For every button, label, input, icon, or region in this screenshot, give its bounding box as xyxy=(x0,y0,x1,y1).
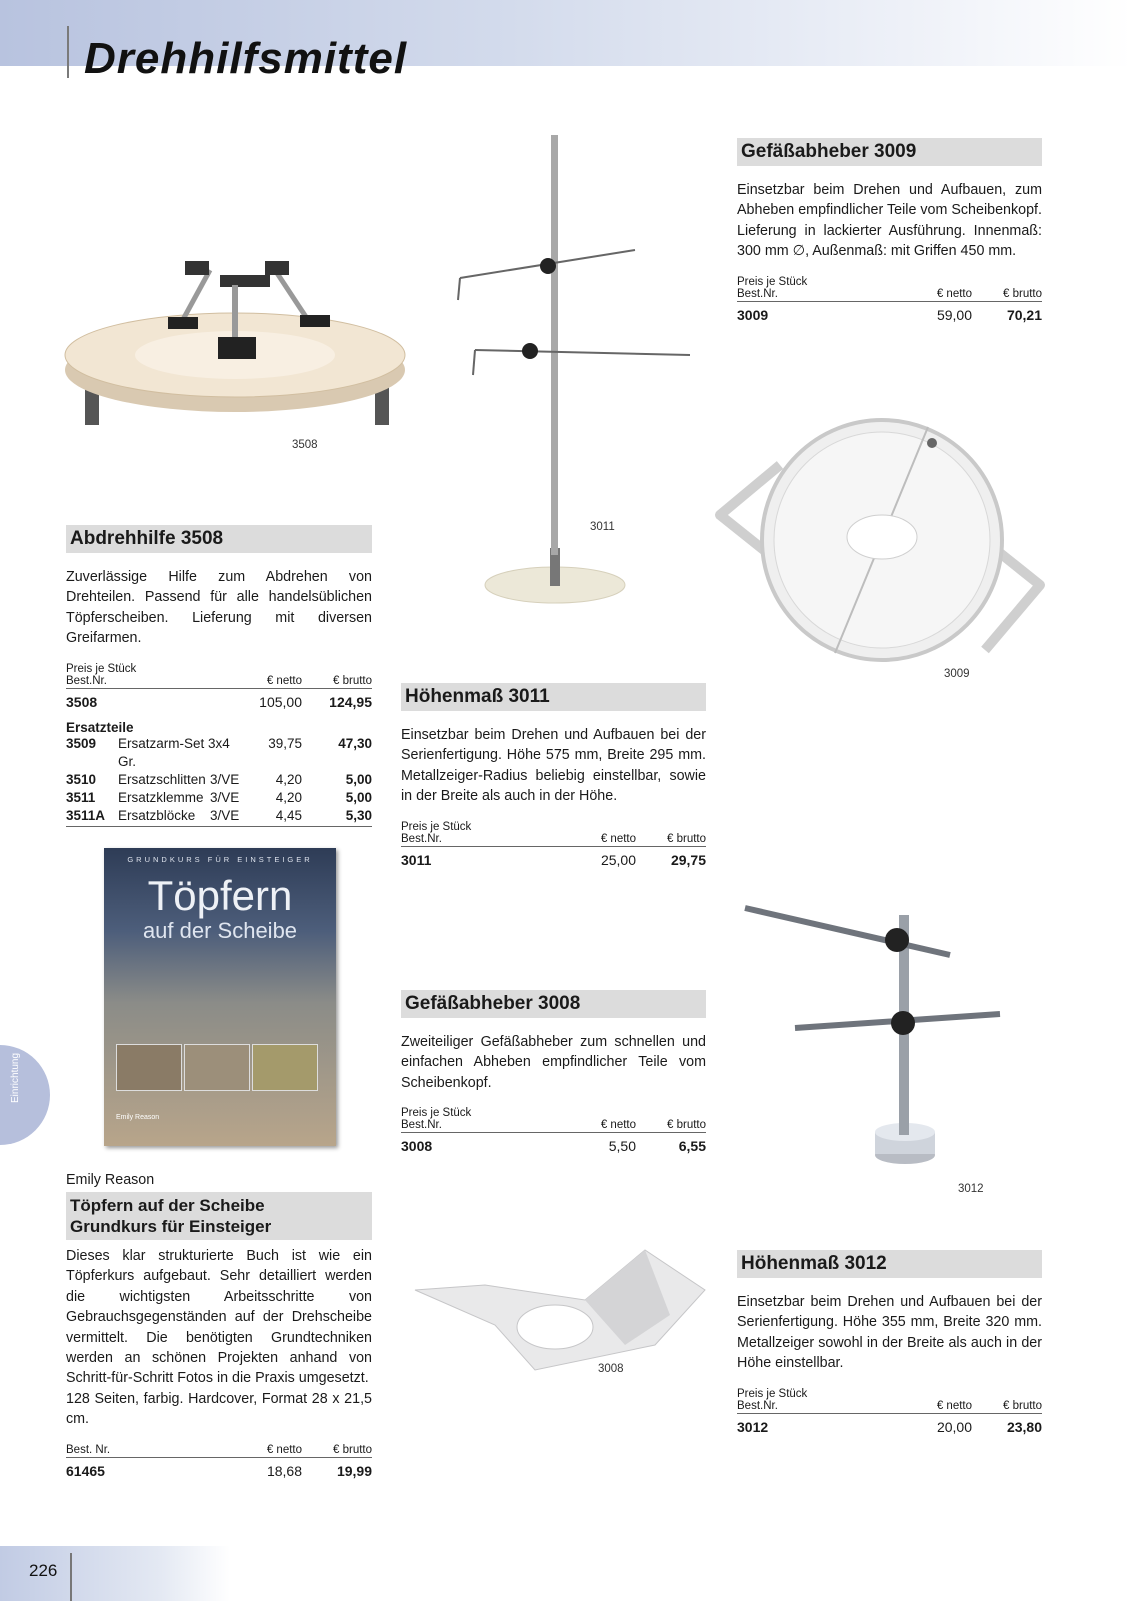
abdrehhilfe-image xyxy=(60,255,420,440)
price-netto: 105,00 xyxy=(259,693,302,710)
netto-label: € netto xyxy=(936,1399,972,1412)
price-row xyxy=(66,694,372,710)
book-cover-photo xyxy=(184,1044,250,1091)
price-label: Preis je Stück xyxy=(66,662,137,675)
price-brutto: 6,55 xyxy=(678,1138,706,1155)
gefaessabheber-3009-description: Einsetzbar beim Drehen und Aufbauen, zum Abheben empfindlicher Teile vom Scheibenkopf. Lieferung in lackierter Ausführung. Innenmaß: 300 mm ∅, Außenmaß: mit Griffen 450 mm. xyxy=(737,182,1042,260)
price-netto: 25,00 xyxy=(600,851,636,868)
netto-label: € netto xyxy=(600,832,636,845)
ersatzteil-brutto: 5,30 xyxy=(345,807,372,823)
bestnr-label: Best. Nr. xyxy=(66,1443,111,1456)
price-row xyxy=(737,307,1042,323)
image-caption: 3011 xyxy=(590,521,615,533)
ersatzteil-netto: 39,75 xyxy=(268,735,302,751)
brutto-label: € brutto xyxy=(1003,287,1042,300)
hoehenmass-3011-description: Einsetzbar beim Drehen und Aufbauen bei der Serienfertigung. Höhe 575 mm, Breite 295 mm. Metallzeiger-Radius beliebig einstellbar, sowie in der Breite als auch in der Höhe. xyxy=(401,727,706,805)
price-header-row xyxy=(66,675,372,689)
image-caption: 3008 xyxy=(598,1363,624,1375)
book-title-line1: Töpfern auf der Scheibe xyxy=(70,1196,265,1215)
ersatzteil-nr: 3509 xyxy=(66,735,97,751)
ersatzteil-brutto: 5,00 xyxy=(345,771,372,787)
gefaessabheber-3008-section xyxy=(401,990,706,1154)
gefaessabheber-3009-heading: Gefäßabheber 3009 xyxy=(737,138,1042,166)
price-header-row xyxy=(401,833,706,847)
ersatzteil-brutto: 47,30 xyxy=(338,735,372,751)
ersatzteil-unit: 3/VE xyxy=(210,789,240,805)
book-cover-author: Emily Reason xyxy=(116,1114,160,1121)
book-cover-series: GRUNDKURS FÜR EINSTEIGER xyxy=(127,855,313,864)
brutto-label: € brutto xyxy=(333,1443,372,1456)
ersatzteil-name: Ersatzklemme xyxy=(118,789,204,805)
book-cover-title: Töpfern xyxy=(147,872,293,919)
price-label: Preis je Stück xyxy=(401,1107,472,1120)
book-cover xyxy=(104,848,336,1146)
price-netto: 20,00 xyxy=(936,1418,972,1435)
gefaessabheber-3008-heading: Gefäßabheber 3008 xyxy=(401,990,706,1018)
abdrehhilfe-section xyxy=(66,525,372,827)
price-brutto: 29,75 xyxy=(670,851,706,868)
gefaessabheber-3008-description: Zweiteiliger Gefäßabheber zum schnellen und einfachen Abheben empfindlicher Teile vom Scheibenkopf. xyxy=(401,1034,706,1091)
hoehenmass-3011-section xyxy=(401,683,706,868)
brutto-label: € brutto xyxy=(333,674,372,687)
hoehenmass-3011-image xyxy=(440,130,710,620)
ersatzteile-heading: Ersatzteile xyxy=(66,719,134,735)
book-cover-photo xyxy=(252,1044,318,1091)
bestnr-label: Best.Nr. xyxy=(737,287,778,300)
brutto-label: € brutto xyxy=(667,1119,706,1132)
abdrehhilfe-heading: Abdrehhilfe 3508 xyxy=(66,525,372,553)
article-number: 3011 xyxy=(401,851,432,868)
book-heading xyxy=(66,1192,372,1240)
hoehenmass-3012-heading: Höhenmaß 3012 xyxy=(737,1250,1042,1278)
book-cover-subtitle: auf der Scheibe xyxy=(142,918,298,943)
bestnr-label: Best.Nr. xyxy=(737,1399,778,1412)
ersatzteil-netto: 4,45 xyxy=(275,807,302,823)
side-tab[interactable] xyxy=(0,1045,50,1145)
book-description-format: 128 Seiten, farbig. Hardcover, Format 28 x 21,5 cm. xyxy=(66,1390,372,1428)
gefaessabheber-3008-image xyxy=(405,1245,715,1405)
hoehenmass-3011-heading: Höhenmaß 3011 xyxy=(401,683,706,711)
price-brutto: 124,95 xyxy=(329,693,372,710)
article-number: 3008 xyxy=(401,1138,433,1155)
ersatzteil-name: Ersatzblöcke xyxy=(118,807,196,823)
image-caption: 3009 xyxy=(944,668,970,680)
price-label: Preis je Stück xyxy=(737,275,808,288)
price-brutto: 19,99 xyxy=(336,1462,372,1479)
bestnr-label: Best.Nr. xyxy=(401,832,442,845)
price-netto: 59,00 xyxy=(936,306,972,323)
ersatzteil-nr: 3511 xyxy=(66,789,96,805)
hoehenmass-3012-image xyxy=(735,880,1035,1180)
gefaessabheber-3009-image xyxy=(710,415,1055,670)
ersatzteil-nr: 3511A xyxy=(66,807,106,823)
ersatzteil-brutto: 5,00 xyxy=(345,789,372,805)
book-description: Dieses klar strukturierte Buch ist wie ein Töpferkurs aufgebaut. Sehr detailliert werden die wichtigsten Arbeitsschritte von Gebrauchsgegenständen auf der Drehscheibe vermittelt. Die benötigten Grundtechniken werden an schönen Projekten anhand von Schritt-für-Schritt Fotos in die Praxis umgesetzt. xyxy=(66,1248,372,1387)
price-brutto: 70,21 xyxy=(1006,306,1042,323)
netto-label: € netto xyxy=(936,287,972,300)
ersatzteil-netto: 4,20 xyxy=(275,771,302,787)
book-title-line2: Grundkurs für Einsteiger xyxy=(70,1217,272,1236)
ersatzteil-row xyxy=(66,807,372,825)
price-label: Preis je Stück xyxy=(401,820,472,833)
ersatzteil-name: Ersatzarm-Set 3x4 Gr. xyxy=(118,735,230,769)
price-row xyxy=(66,1463,372,1479)
article-number: 3508 xyxy=(66,693,98,710)
ersatzteil-row xyxy=(66,735,372,771)
side-tab-label: Einrichtung xyxy=(10,1052,21,1103)
price-header-row xyxy=(737,1400,1042,1414)
image-caption: 3012 xyxy=(958,1183,984,1195)
price-netto: 5,50 xyxy=(608,1138,636,1155)
article-number: 61465 xyxy=(66,1462,105,1479)
price-row xyxy=(401,1138,706,1154)
brutto-label: € brutto xyxy=(1003,1399,1042,1412)
price-brutto: 23,80 xyxy=(1006,1418,1042,1435)
article-number: 3012 xyxy=(737,1418,769,1435)
book-cover-photo xyxy=(116,1044,182,1091)
article-number: 3009 xyxy=(737,306,769,323)
hoehenmass-3012-section xyxy=(737,1250,1042,1435)
header-rule xyxy=(67,26,69,78)
netto-label: € netto xyxy=(266,674,302,687)
hoehenmass-3012-description: Einsetzbar beim Drehen und Aufbauen bei der Serienfertigung. Höhe 355 mm, Breite 320 mm. Metallzeiger sowohl in der Breite als auch in der Höhe einstellbar. xyxy=(737,1294,1042,1372)
image-caption: 3508 xyxy=(292,439,318,451)
price-row xyxy=(401,852,706,868)
bestnr-label: Best.Nr. xyxy=(66,674,107,687)
price-header-row xyxy=(401,1119,706,1133)
abdrehhilfe-description: Zuverlässige Hilfe zum Abdrehen von Drehteilen. Passend für alle handelsüblichen Töpferscheiben. Lieferung mit diversen Greifarmen. xyxy=(66,569,372,647)
price-row xyxy=(737,1419,1042,1435)
ersatzteil-nr: 3510 xyxy=(66,771,97,787)
price-header-row xyxy=(66,1444,372,1458)
page-title: Drehhilfsmittel xyxy=(84,34,408,83)
page-number: 226 xyxy=(29,1561,58,1580)
gefaessabheber-3009-section xyxy=(737,138,1042,323)
ersatzteil-unit: 3/VE xyxy=(210,807,240,823)
price-header-row xyxy=(737,288,1042,302)
ersatzteil-row xyxy=(66,789,372,807)
book-section xyxy=(66,1172,372,1479)
ersatzteil-row xyxy=(66,771,372,789)
netto-label: € netto xyxy=(266,1443,302,1456)
ersatzteil-netto: 4,20 xyxy=(275,789,302,805)
ersatzteil-unit: 3/VE xyxy=(210,771,240,787)
netto-label: € netto xyxy=(600,1119,636,1132)
bestnr-label: Best.Nr. xyxy=(401,1119,442,1132)
price-netto: 18,68 xyxy=(266,1462,302,1479)
brutto-label: € brutto xyxy=(667,832,706,845)
book-author: Emily Reason xyxy=(66,1172,155,1188)
footer-rule xyxy=(70,1553,72,1601)
ersatzteil-name: Ersatzschlitten xyxy=(118,771,206,787)
price-label: Preis je Stück xyxy=(737,1387,808,1400)
ersatzteile-list xyxy=(66,735,372,827)
